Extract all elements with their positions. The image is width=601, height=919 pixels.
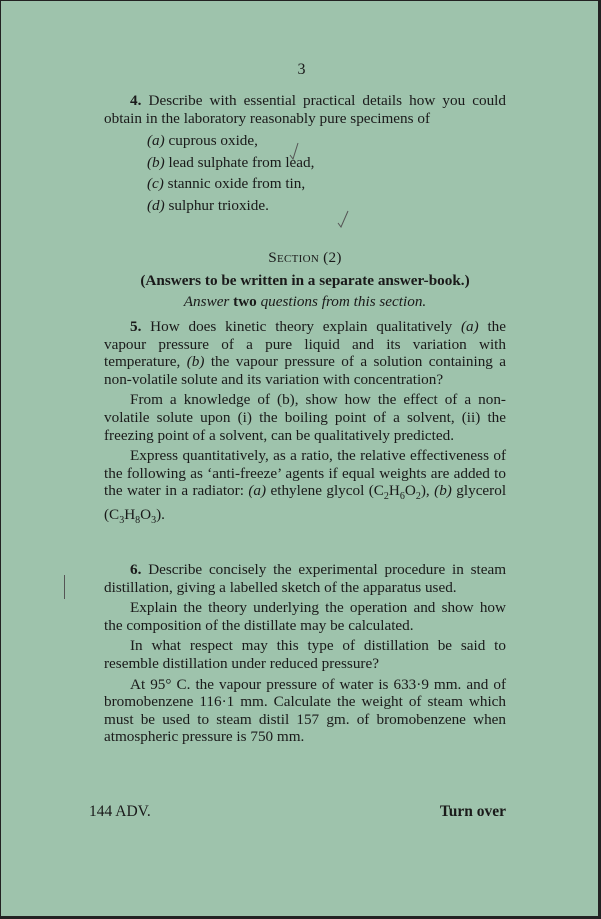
question-6-part-3: In what respect may this type of distillation be said to resemble distillation under reduced pressure?: [104, 637, 506, 672]
question-5-part-3: Express quantitatively, as a ratio, the relative effectiveness of the following as ‘anti-freeze’ agents if equal weights are added to the water in a radiator: (a) ethylene glycol $(C_2H_6O_2)$, (b) glycerol $(C_3H_8O_3)$.: [104, 447, 507, 526]
item-label: (b): [147, 153, 165, 171]
q5-text-c: the vapour pressure of a solution containing a non-volatile solute and its variation with concentration?: [104, 353, 507, 388]
q5-label-a: (a): [460, 318, 479, 335]
margin-line: [64, 575, 65, 599]
q5-label-b: (b): [186, 353, 205, 371]
exam-page: [1, 1, 598, 916]
question-5: [104, 318, 506, 530]
item-text: sulphur trioxide.: [168, 196, 269, 214]
question-4-text: [104, 92, 506, 127]
section-instruction: [104, 293, 506, 311]
q5-text-a: How does kinetic theory explain qualitatively: [150, 318, 453, 335]
list-item: [104, 173, 506, 195]
instruction-rest: questions from this section.: [260, 293, 427, 311]
item-label: (c): [147, 175, 164, 193]
item-text: lead sulphate from lead,: [168, 153, 315, 171]
q5-glycerol: glycerol (C: [104, 482, 507, 523]
section-header: [104, 249, 506, 311]
instruction-answer: Answer: [183, 293, 230, 311]
item-text: cuprous oxide,: [168, 132, 258, 150]
turn-over: Turn over: [439, 803, 506, 820]
question-6-part-1: [104, 561, 506, 596]
question-6-part-4: At 95° C. the vapour pressure of water is 633·9 mm. and of bromobenzene 116·1 mm. Calculate the weight of steam which must be used to steam distil 157 gm. of bromobenzene when atmospheric pressure is 750 mm.: [104, 675, 506, 746]
list-item: [104, 130, 506, 152]
question-6: [104, 561, 506, 746]
tick-mark-icon: [336, 209, 350, 234]
question-4-items: [104, 130, 506, 216]
q5-antifreeze-text: Express quantitatively, as a ratio, the relative effectiveness of the following as ‘anti-freeze’ agents if equal weights are added to the water in a radiator:: [104, 447, 506, 500]
question-5-part-2: From a knowledge of (b), show how the effect of a non-volatile solute upon (i) the boiling point of a solvent, (ii) the freezing point of a solvent, can be qualitatively predicted.: [104, 391, 506, 444]
instruction-two: two: [233, 293, 257, 311]
q5-label-a2: (a): [248, 482, 267, 500]
section-heading: Section (2): [268, 249, 342, 266]
question-4: [104, 92, 506, 216]
q5-text-b: the vapour pressure of a pure liquid and its variation with temperature,: [104, 318, 507, 371]
item-label: (a): [147, 132, 165, 150]
question-5-part-1: [104, 318, 506, 388]
question-4-number: 4.: [130, 92, 142, 109]
question-6-part-2: Explain the theory underlying the operation and show how the composition of the distillate may be calculated.: [104, 599, 506, 634]
paper-code: 144 ADV.: [89, 803, 151, 820]
q5-label-b2: (b): [434, 482, 452, 500]
list-item: [104, 152, 506, 174]
q5-glycol: ethylene glycol (C: [270, 482, 384, 500]
page-number: 3: [297, 61, 306, 78]
q6-text-1: Describe concisely the experimental procedure in steam distillation, giving a labelled sketch of the apparatus used.: [104, 561, 507, 596]
section-note: (Answers to be written in a separate answer-book.): [140, 271, 470, 289]
question-4-body: Describe with essential practical details how you could obtain in the laboratory reasonably pure specimens of: [104, 92, 506, 127]
list-item: [104, 195, 506, 217]
question-5-number: 5.: [130, 318, 142, 335]
item-label: (d): [147, 196, 165, 214]
tick-mark-icon: [288, 141, 300, 166]
question-6-number: 6.: [130, 561, 142, 578]
item-text: stannic oxide from tin,: [167, 175, 306, 193]
